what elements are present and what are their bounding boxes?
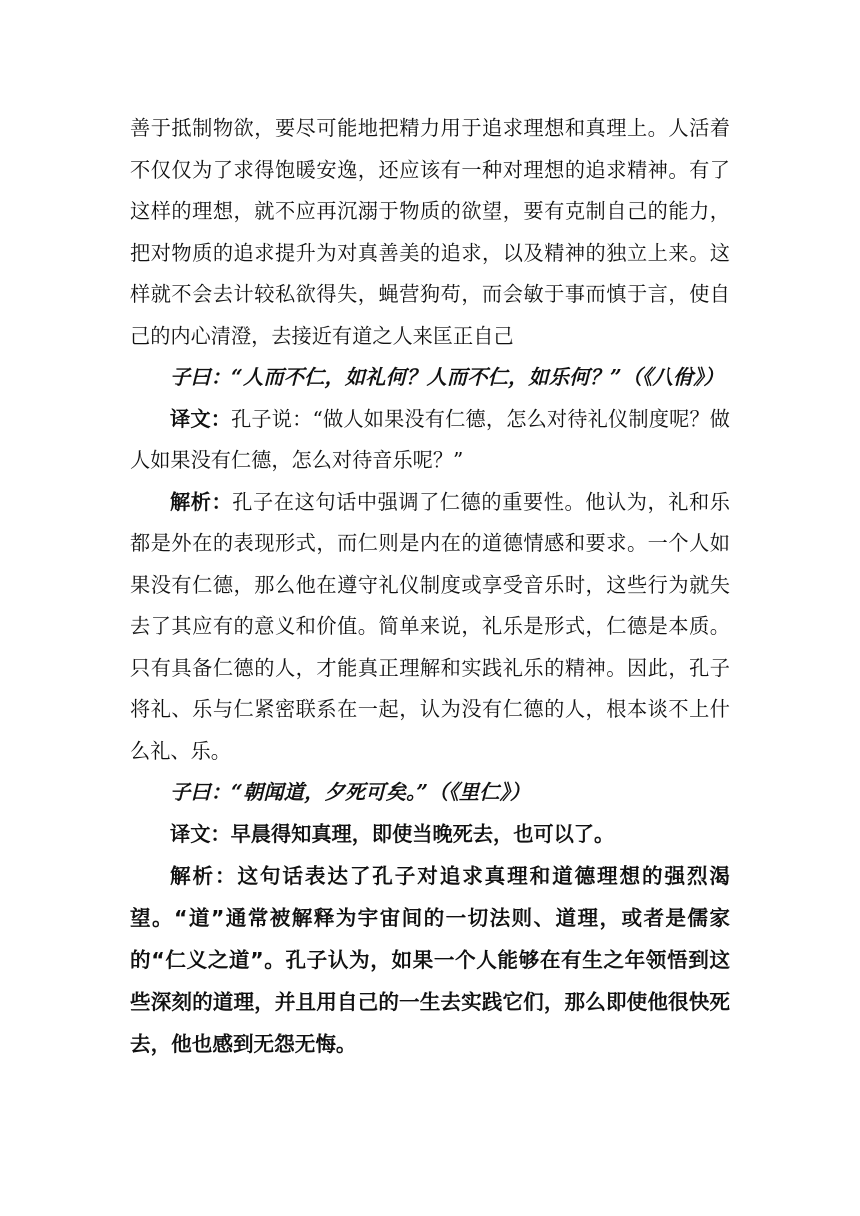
analysis-label: 解析： <box>170 864 238 888</box>
confucius-quote-liren: 子曰：“朝闻道，夕死可矣。”（《里仁》） <box>170 780 531 804</box>
analysis-label: 解析： <box>170 489 233 514</box>
translation-label: 译文： <box>170 406 232 431</box>
document-body <box>130 108 730 1065</box>
translation-paragraph-2 <box>130 814 730 856</box>
translation-label: 译文： <box>170 821 231 846</box>
analysis-paragraph-2 <box>130 855 730 1065</box>
analysis-text: 这句话表达了孔子对追求真理和道德理想的强烈渴望。“道”通常被解释为宇宙间的一切法则、道理，或者是儒家的“仁义之道”。孔子认为，如果一个人能够在有生之年领悟到这些深刻的道理，并且用自己的一生去实践它们，那么即使他很快死去，他也感到无怨无悔。 <box>130 864 731 1056</box>
translation-paragraph-1 <box>130 399 730 482</box>
analysis-text: 孔子在这句话中强调了仁德的重要性。他认为，礼和乐都是外在的表现形式，而仁则是内在的道德情感和要求。一个人如果没有仁德，那么他在遵守礼仪制度或享受音乐时，这些行为就失去了其应有的意义和价值。简单来说，礼乐是形式，仁德是本质。只有具备仁德的人，才能真正理解和实践礼乐的精神。因此，孔子将礼、乐与仁紧密联系在一起，认为没有仁德的人，根本谈不上什么礼、乐。 <box>130 489 730 763</box>
confucius-quote-bayi: 子曰：“人而不仁，如礼何？人而不仁，如乐何？”（《八佾》） <box>170 365 724 389</box>
translation-text: 早晨得知真理，即使当晚死去，也可以了。 <box>230 821 615 846</box>
analysis-paragraph-1 <box>130 482 730 773</box>
paragraph-continuation: 善于抵制物欲，要尽可能地把精力用于追求理想和真理上。人活着不仅仅为了求得饱暖安逸，还应该有一种对理想的追求精神。有了这样的理想，就不应再沉溺于物质的欲望，要有克制自己的能力，把对物质的追求提升为对真善美的追求，以及精神的独立上来。这样就不会去计较私欲得失，蝇营狗苟，而会敏于事而慎于言，使自己的内心清澄，去接近有道之人来匡正自己 <box>130 116 730 348</box>
translation-text: 孔子说：“做人如果没有仁德，怎么对待礼仪制度呢？做人如果没有仁德，怎么对待音乐呢？” <box>130 406 730 472</box>
